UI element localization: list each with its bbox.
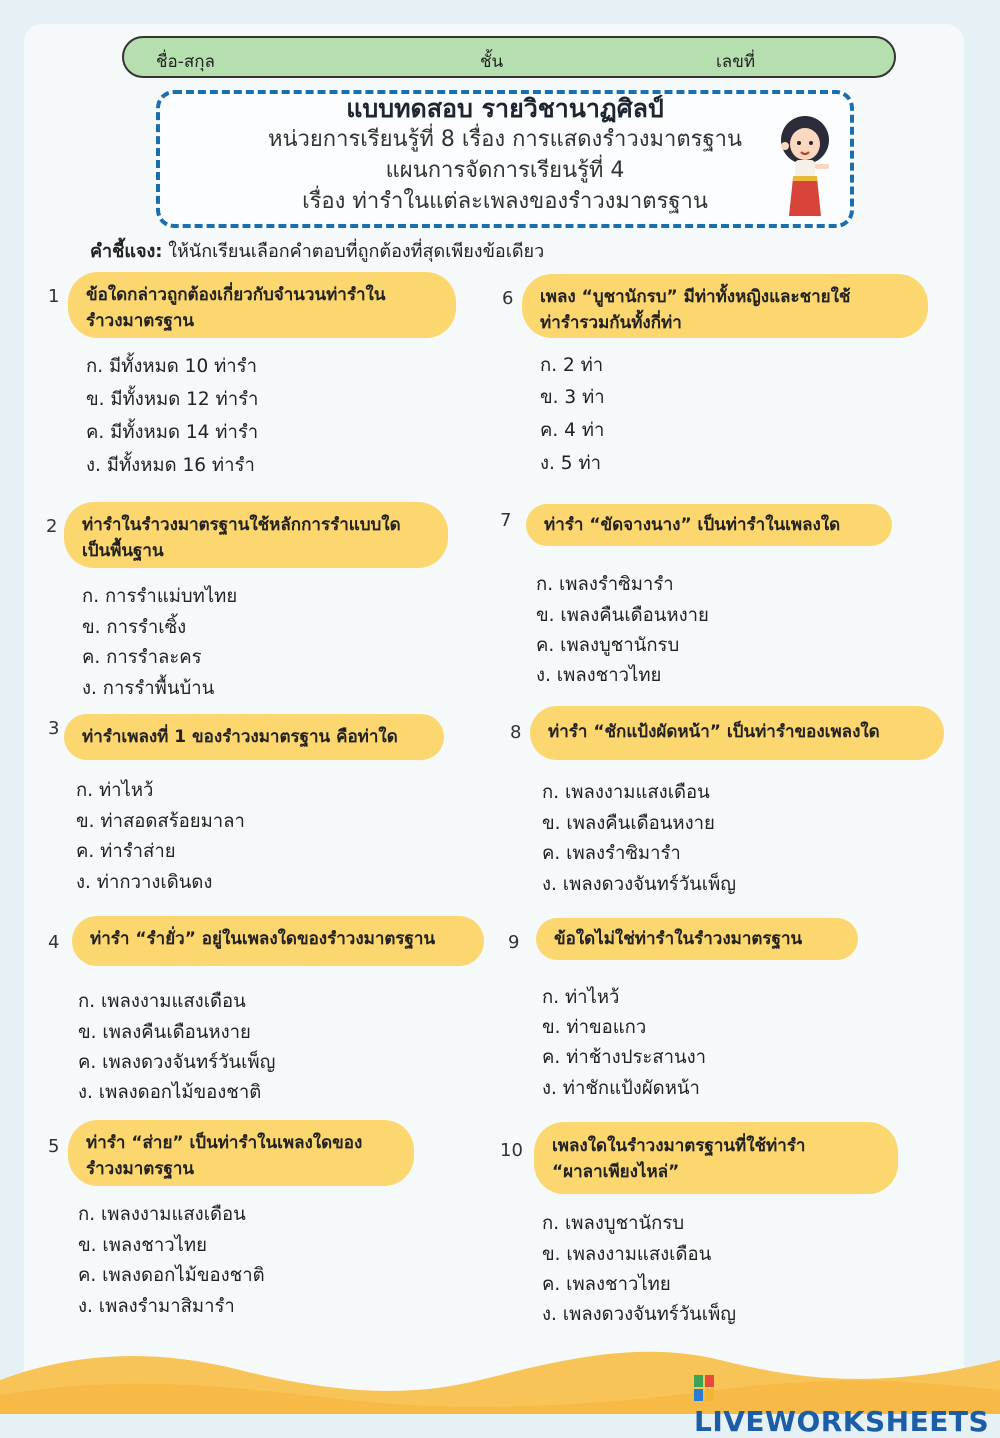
question-prompt <box>526 504 892 546</box>
question-prompt <box>534 1122 898 1194</box>
question-number: 10 <box>500 1140 523 1161</box>
answer-option[interactable]: ข. เพลงชาวไทย <box>78 1235 207 1256</box>
unit-title: หน่วยการเรียนรู้ที่ 8 เรื่อง การแสดงรำวงมาตรฐาน <box>267 127 742 152</box>
question-text-line: ท่ารำในรำวงมาตรฐานใช้หลักการรำแบบใด <box>82 515 401 535</box>
answer-option[interactable]: ง. การรำพื้นบ้าน <box>82 678 215 699</box>
answer-option[interactable]: ง. เพลงดวงจันทร์วันเพ็ญ <box>542 1304 737 1325</box>
question-prompt <box>522 274 928 338</box>
question-text-line: ท่ารำ “ชักแป้งผัดหน้า” เป็นท่ารำของเพลงใด <box>548 722 880 742</box>
plan-title: แผนการจัดการเรียนรู้ที่ 4 <box>385 158 625 183</box>
question-prompt <box>72 916 484 966</box>
question-text-line: “ผาลาเพียงไหล่” <box>552 1162 680 1182</box>
question-number: 9 <box>508 932 520 953</box>
question-prompt <box>68 272 456 338</box>
answer-option[interactable]: ก. เพลงรำซิมารำ <box>536 574 674 595</box>
answer-option[interactable]: ข. เพลงคืนเดือนหงาย <box>536 605 709 626</box>
question-prompt <box>530 706 944 760</box>
class-label: ชั้น <box>480 52 504 72</box>
answer-option[interactable]: ก. การรำแม่บทไทย <box>82 586 238 607</box>
answer-option[interactable]: ค. 4 ท่า <box>540 420 605 441</box>
question-text-line: ท่ารำ “ส่าย” เป็นท่ารำในเพลงใดของ <box>86 1133 363 1153</box>
question-number: 3 <box>48 718 60 739</box>
question-prompt <box>64 502 448 568</box>
question-number: 7 <box>500 510 512 531</box>
liveworksheets-logo <box>694 1372 1000 1438</box>
answer-option[interactable]: ง. เพลงดวงจันทร์วันเพ็ญ <box>542 874 737 895</box>
answer-option[interactable]: ข. การรำเซิ้ง <box>82 617 187 638</box>
question-text-line: เพลงใดในรำวงมาตรฐานที่ใช้ท่ารำ <box>552 1136 806 1156</box>
question-prompt <box>536 918 858 960</box>
brand-text: LIVEWORKSHEETS <box>694 1405 990 1438</box>
test-title: แบบทดสอบ รายวิชานาฏศิลป์ <box>346 94 664 123</box>
number-label: เลขที่ <box>716 52 756 72</box>
answer-option[interactable]: ค. เพลงดวงจันทร์วันเพ็ญ <box>78 1052 276 1073</box>
question-text-line: ท่ารำ “รำยั่ว” อยู่ในเพลงใดของรำวงมาตรฐาน <box>90 929 436 949</box>
title-box <box>156 90 854 228</box>
answer-option[interactable]: ง. มีทั้งหมด 16 ท่ารำ <box>86 455 255 476</box>
answer-option[interactable]: ก. มีทั้งหมด 10 ท่ารำ <box>86 356 257 377</box>
answer-option[interactable]: ข. 3 ท่า <box>540 387 605 408</box>
liveworksheets-logo-icon <box>694 1375 714 1401</box>
answer-option[interactable]: ค. เพลงชาวไทย <box>542 1274 671 1295</box>
name-label: ชื่อ-สกุล <box>156 52 215 72</box>
answer-option[interactable]: ง. เพลงชาวไทย <box>536 665 662 686</box>
question-number: 2 <box>46 516 58 537</box>
answer-option[interactable]: ข. ท่าสอดสร้อยมาลา <box>76 811 245 832</box>
question-number: 6 <box>502 288 514 309</box>
answer-option[interactable]: ข. ท่าขอแกว <box>542 1017 647 1038</box>
answer-option[interactable]: ง. ท่ากวางเดินดง <box>76 872 213 893</box>
answer-option[interactable]: ค. ท่าช้างประสานงา <box>542 1047 707 1068</box>
topic-title: เรื่อง ท่ารำในแต่ละเพลงของรำวงมาตรฐาน <box>302 189 708 214</box>
answer-option[interactable]: ค. เพลงดอกไม้ของชาติ <box>78 1265 265 1286</box>
answer-option[interactable]: ก. เพลงงามแสงเดือน <box>78 991 246 1012</box>
answer-option[interactable]: ข. เพลงคืนเดือนหงาย <box>542 813 715 834</box>
dancer-girl-illustration <box>773 112 833 222</box>
question-text-line: ท่ารำ “ขัดจางนาง” เป็นท่ารำในเพลงใด <box>544 515 841 535</box>
question-text-line: ข้อใดไม่ใช่ท่ารำในรำวงมาตรฐาน <box>554 929 803 949</box>
answer-option[interactable]: ค. เพลงรำซิมารำ <box>542 843 681 864</box>
question-text-line: รำวงมาตรฐาน <box>86 1159 194 1179</box>
question-text-line: ท่ารำเพลงที่ 1 ของรำวงมาตรฐาน คือท่าใด <box>82 727 398 747</box>
instructions <box>90 236 544 265</box>
answer-option[interactable]: ก. เพลงบูชานักรบ <box>542 1213 685 1234</box>
answer-option[interactable]: ค. การรำละคร <box>82 647 202 668</box>
question-text-line: ท่ารำรวมกันทั้งกี่ท่า <box>540 313 682 333</box>
question-number: 5 <box>48 1136 60 1157</box>
question-prompt <box>64 714 444 760</box>
instructions-label: คำชี้แจง: <box>90 241 163 262</box>
answer-option[interactable]: ก. เพลงงามแสงเดือน <box>542 782 710 803</box>
answer-option[interactable]: ง. เพลงรำมาสิมารำ <box>78 1296 235 1317</box>
answer-option[interactable]: ง. ท่าชักแป้งผัดหน้า <box>542 1078 700 1099</box>
answer-option[interactable]: ก. ท่าไหว้ <box>542 987 620 1008</box>
question-text-line: ข้อใดกล่าวถูกต้องเกี่ยวกับจำนวนท่ารำใน <box>86 285 386 305</box>
answer-option[interactable]: ข. เพลงคืนเดือนหงาย <box>78 1022 251 1043</box>
answer-option[interactable]: ค. มีทั้งหมด 14 ท่ารำ <box>86 422 259 443</box>
answer-option[interactable]: ก. 2 ท่า <box>540 355 604 376</box>
instructions-text: ให้นักเรียนเลือกคำตอบที่ถูกต้องที่สุดเพียงข้อเดียว <box>162 241 545 262</box>
question-text-line: เพลง “บูชานักรบ” มีท่าทั้งหญิงและชายใช้ <box>540 287 851 307</box>
student-info-bar <box>122 36 896 78</box>
question-number: 4 <box>48 932 60 953</box>
question-prompt <box>68 1120 414 1186</box>
answer-option[interactable]: ง. 5 ท่า <box>540 453 602 474</box>
answer-option[interactable]: ก. เพลงงามแสงเดือน <box>78 1204 246 1225</box>
question-number: 8 <box>510 722 522 743</box>
question-text-line: เป็นพื้นฐาน <box>82 541 164 561</box>
answer-option[interactable]: ง. เพลงดอกไม้ของชาติ <box>78 1082 262 1103</box>
answer-option[interactable]: ข. เพลงงามแสงเดือน <box>542 1244 712 1265</box>
question-number: 1 <box>48 286 60 307</box>
answer-option[interactable]: ก. ท่าไหว้ <box>76 780 154 801</box>
answer-option[interactable]: ค. ท่ารำส่าย <box>76 841 176 862</box>
question-text-line: รำวงมาตรฐาน <box>86 311 194 331</box>
answer-option[interactable]: ข. มีทั้งหมด 12 ท่ารำ <box>86 389 259 410</box>
answer-option[interactable]: ค. เพลงบูชานักรบ <box>536 635 680 656</box>
